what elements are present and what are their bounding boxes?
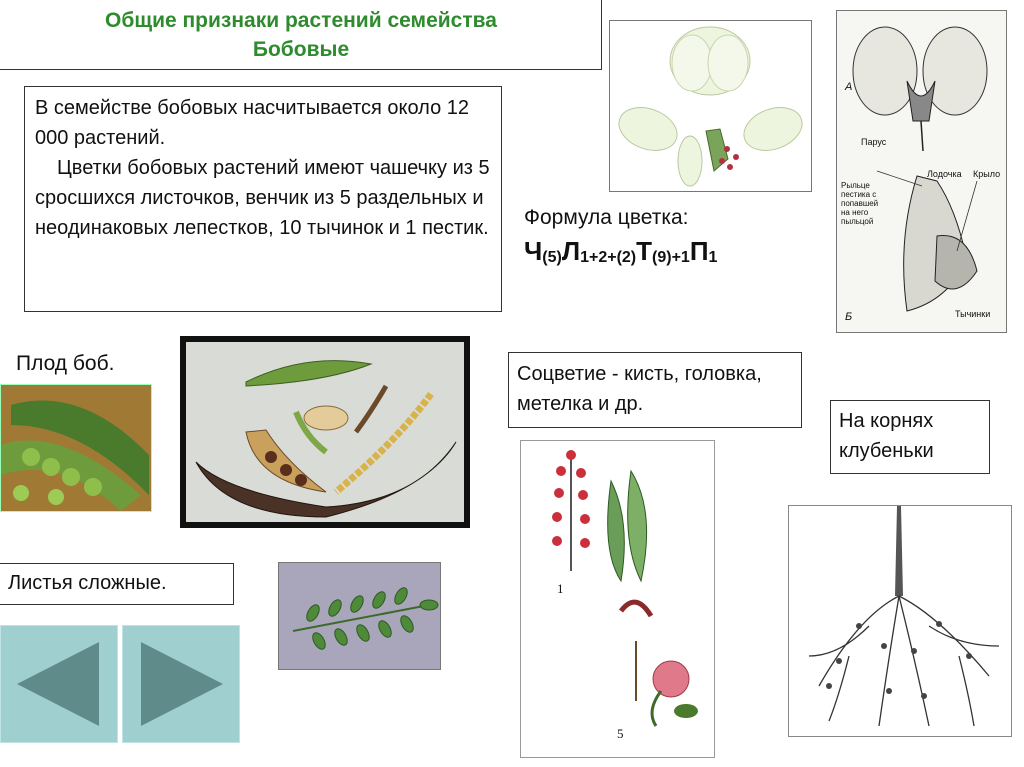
- inflorescence-fig-1: 1: [557, 581, 564, 596]
- diagram-label-rylce: Рыльце пестика с попавшей на него пыльцой: [841, 181, 879, 226]
- pea-pod-photo: [0, 384, 152, 512]
- title-line-1: Общие признаки растений семейства: [105, 9, 497, 32]
- pea-flower-photo: [609, 20, 812, 192]
- triangle-right-icon: [123, 626, 239, 742]
- compound-leaves-box: Листья сложные.: [0, 563, 234, 605]
- diagram-letter-a: А: [845, 81, 853, 93]
- flower-formula: [524, 236, 717, 267]
- inflorescence-illustration: [520, 440, 715, 758]
- diagram-label-krylo: Крыло: [973, 169, 1001, 179]
- diagram-letter-b: Б: [845, 311, 853, 323]
- formula-calyx: Ч: [524, 236, 543, 266]
- diagram-label-parus: Парус: [861, 137, 887, 147]
- family-description-box: [24, 86, 502, 312]
- fruit-label: Плод боб.: [16, 352, 115, 375]
- inflorescence-box: Соцветие - кисть, головка, метелка и др.: [508, 352, 802, 428]
- formula-pistil-count: 1: [708, 249, 718, 266]
- legume-fruits-photo: [180, 336, 470, 528]
- next-slide-button[interactable]: [122, 625, 240, 743]
- description-paragraph-1: В семействе бобовых насчитывается около 12 000 растений.: [35, 97, 469, 149]
- compound-leaf-photo: [278, 562, 441, 670]
- formula-label: Формула цветка:: [524, 206, 689, 229]
- formula-stamens: Т: [636, 236, 653, 266]
- diagram-label-lodochka: Лодочка: [927, 169, 962, 179]
- diagram-label-tychinki: Тычинки: [955, 309, 991, 319]
- formula-corolla-count: 1+2+(2): [580, 249, 637, 266]
- inflorescence-fig-5: 5: [617, 726, 624, 741]
- title-line-2: Бобовые: [252, 38, 350, 61]
- page-title: [0, 6, 602, 64]
- formula-calyx-count: (5): [542, 249, 562, 266]
- flower-structure-diagram: [836, 10, 1007, 333]
- triangle-left-icon: [1, 626, 117, 742]
- formula-corolla: Л: [561, 236, 581, 266]
- formula-pistil: П: [689, 236, 709, 266]
- formula-stamens-count: (9)+1: [652, 249, 690, 266]
- description-paragraph-2: Цветки бобовых растений имеют чашечку из 5 сросшихся листочков, венчик из 5 раздельных и неодинаковых лепестков, 10 тычинок и 1 пестик.: [35, 157, 490, 239]
- root-nodules-box: На корнях клубеньки: [830, 400, 990, 474]
- root-nodules-illustration: [788, 505, 1012, 737]
- prev-slide-button[interactable]: [0, 625, 118, 743]
